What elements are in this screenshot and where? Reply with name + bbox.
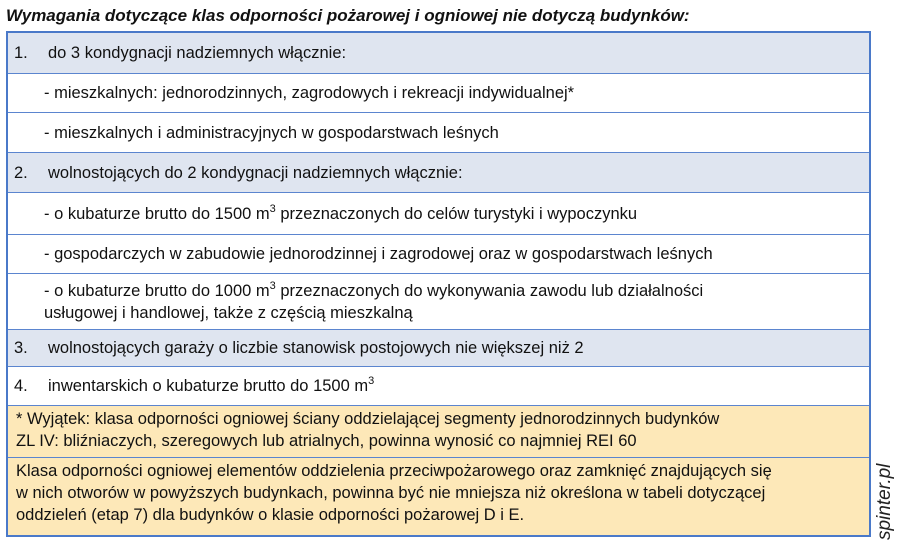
row-number: 3.	[14, 339, 28, 357]
table-row	[8, 33, 869, 74]
watermark: spinter.pl	[874, 463, 895, 540]
row-text: - mieszkalnych i administracyjnych w gospodarstwach leśnych	[44, 123, 499, 142]
fire-separation-note	[8, 458, 780, 526]
row-text: wolnostojących do 2 kondygnacji nadziemnych włącznie:	[48, 163, 463, 182]
table-row	[8, 113, 869, 153]
table-row	[8, 193, 869, 235]
note-line: ZL IV: bliźniaczych, szeregowych lub atrialnych, powinna wynosić co najmniej REI 60	[16, 432, 637, 450]
row-text: wolnostojących garaży o liczbie stanowisk postojowych nie większej niż 2	[48, 339, 584, 357]
table-row	[8, 74, 869, 113]
row-text-part: przeznaczonych do celów turystyki i wypoczynku	[275, 204, 638, 223]
note-line: w nich otworów w powyższych budynkach, powinna być nie mniejsza niż określona w tabeli dotyczącej	[16, 484, 766, 502]
note-row	[8, 458, 869, 535]
note-line: oddzieleń (etap 7) dla budynków o klasie odporności pożarowej D i E.	[16, 506, 525, 524]
table-row	[8, 330, 869, 367]
table-row	[8, 153, 869, 193]
page-title: Wymagania dotyczące klas odporności pożarowej i ogniowej nie dotyczą budynków:	[6, 6, 690, 25]
exception-note	[8, 406, 727, 452]
row-text-part: inwentarskich o kubaturze brutto do 1500 m	[48, 377, 369, 395]
row-text: - mieszkalnych: jednorodzinnych, zagrodowych i rekreacji indywidualnej*	[44, 84, 575, 102]
requirements-table	[6, 31, 871, 537]
row-text	[8, 203, 657, 225]
superscript: 3	[368, 375, 375, 387]
row-number: 4.	[14, 377, 28, 395]
row-text-part: usługowej i handlowej, także z częścią mieszkalną	[44, 303, 413, 322]
row-number: 1.	[14, 44, 28, 62]
row-text	[48, 375, 374, 397]
note-line: Klasa odporności ogniowej elementów oddzielenia przeciwpożarowego oraz zamknięć znajdujących się	[16, 462, 772, 480]
row-number: 2.	[14, 163, 28, 182]
row-text-part: przeznaczonych do wykonywania zawodu lub działalności	[275, 281, 704, 300]
note-line: * Wyjątek: klasa odporności ogniowej ściany oddzielającej segmenty jednorodzinnych budynków	[16, 410, 720, 428]
superscript: 3	[269, 279, 276, 292]
row-text-part: - o kubaturze brutto do 1500 m	[44, 204, 270, 223]
row-text: - gospodarczych w zabudowie jednorodzinnej i zagrodowej oraz w gospodarstwach leśnych	[44, 245, 713, 263]
row-text-part: - o kubaturze brutto do 1000 m	[44, 281, 270, 300]
table-row	[8, 235, 869, 274]
superscript: 3	[269, 202, 276, 215]
row-text	[8, 280, 723, 324]
note-row	[8, 406, 869, 458]
table-row	[8, 367, 869, 406]
row-text: do 3 kondygnacji nadziemnych włącznie:	[48, 44, 347, 62]
table-row	[8, 274, 869, 330]
